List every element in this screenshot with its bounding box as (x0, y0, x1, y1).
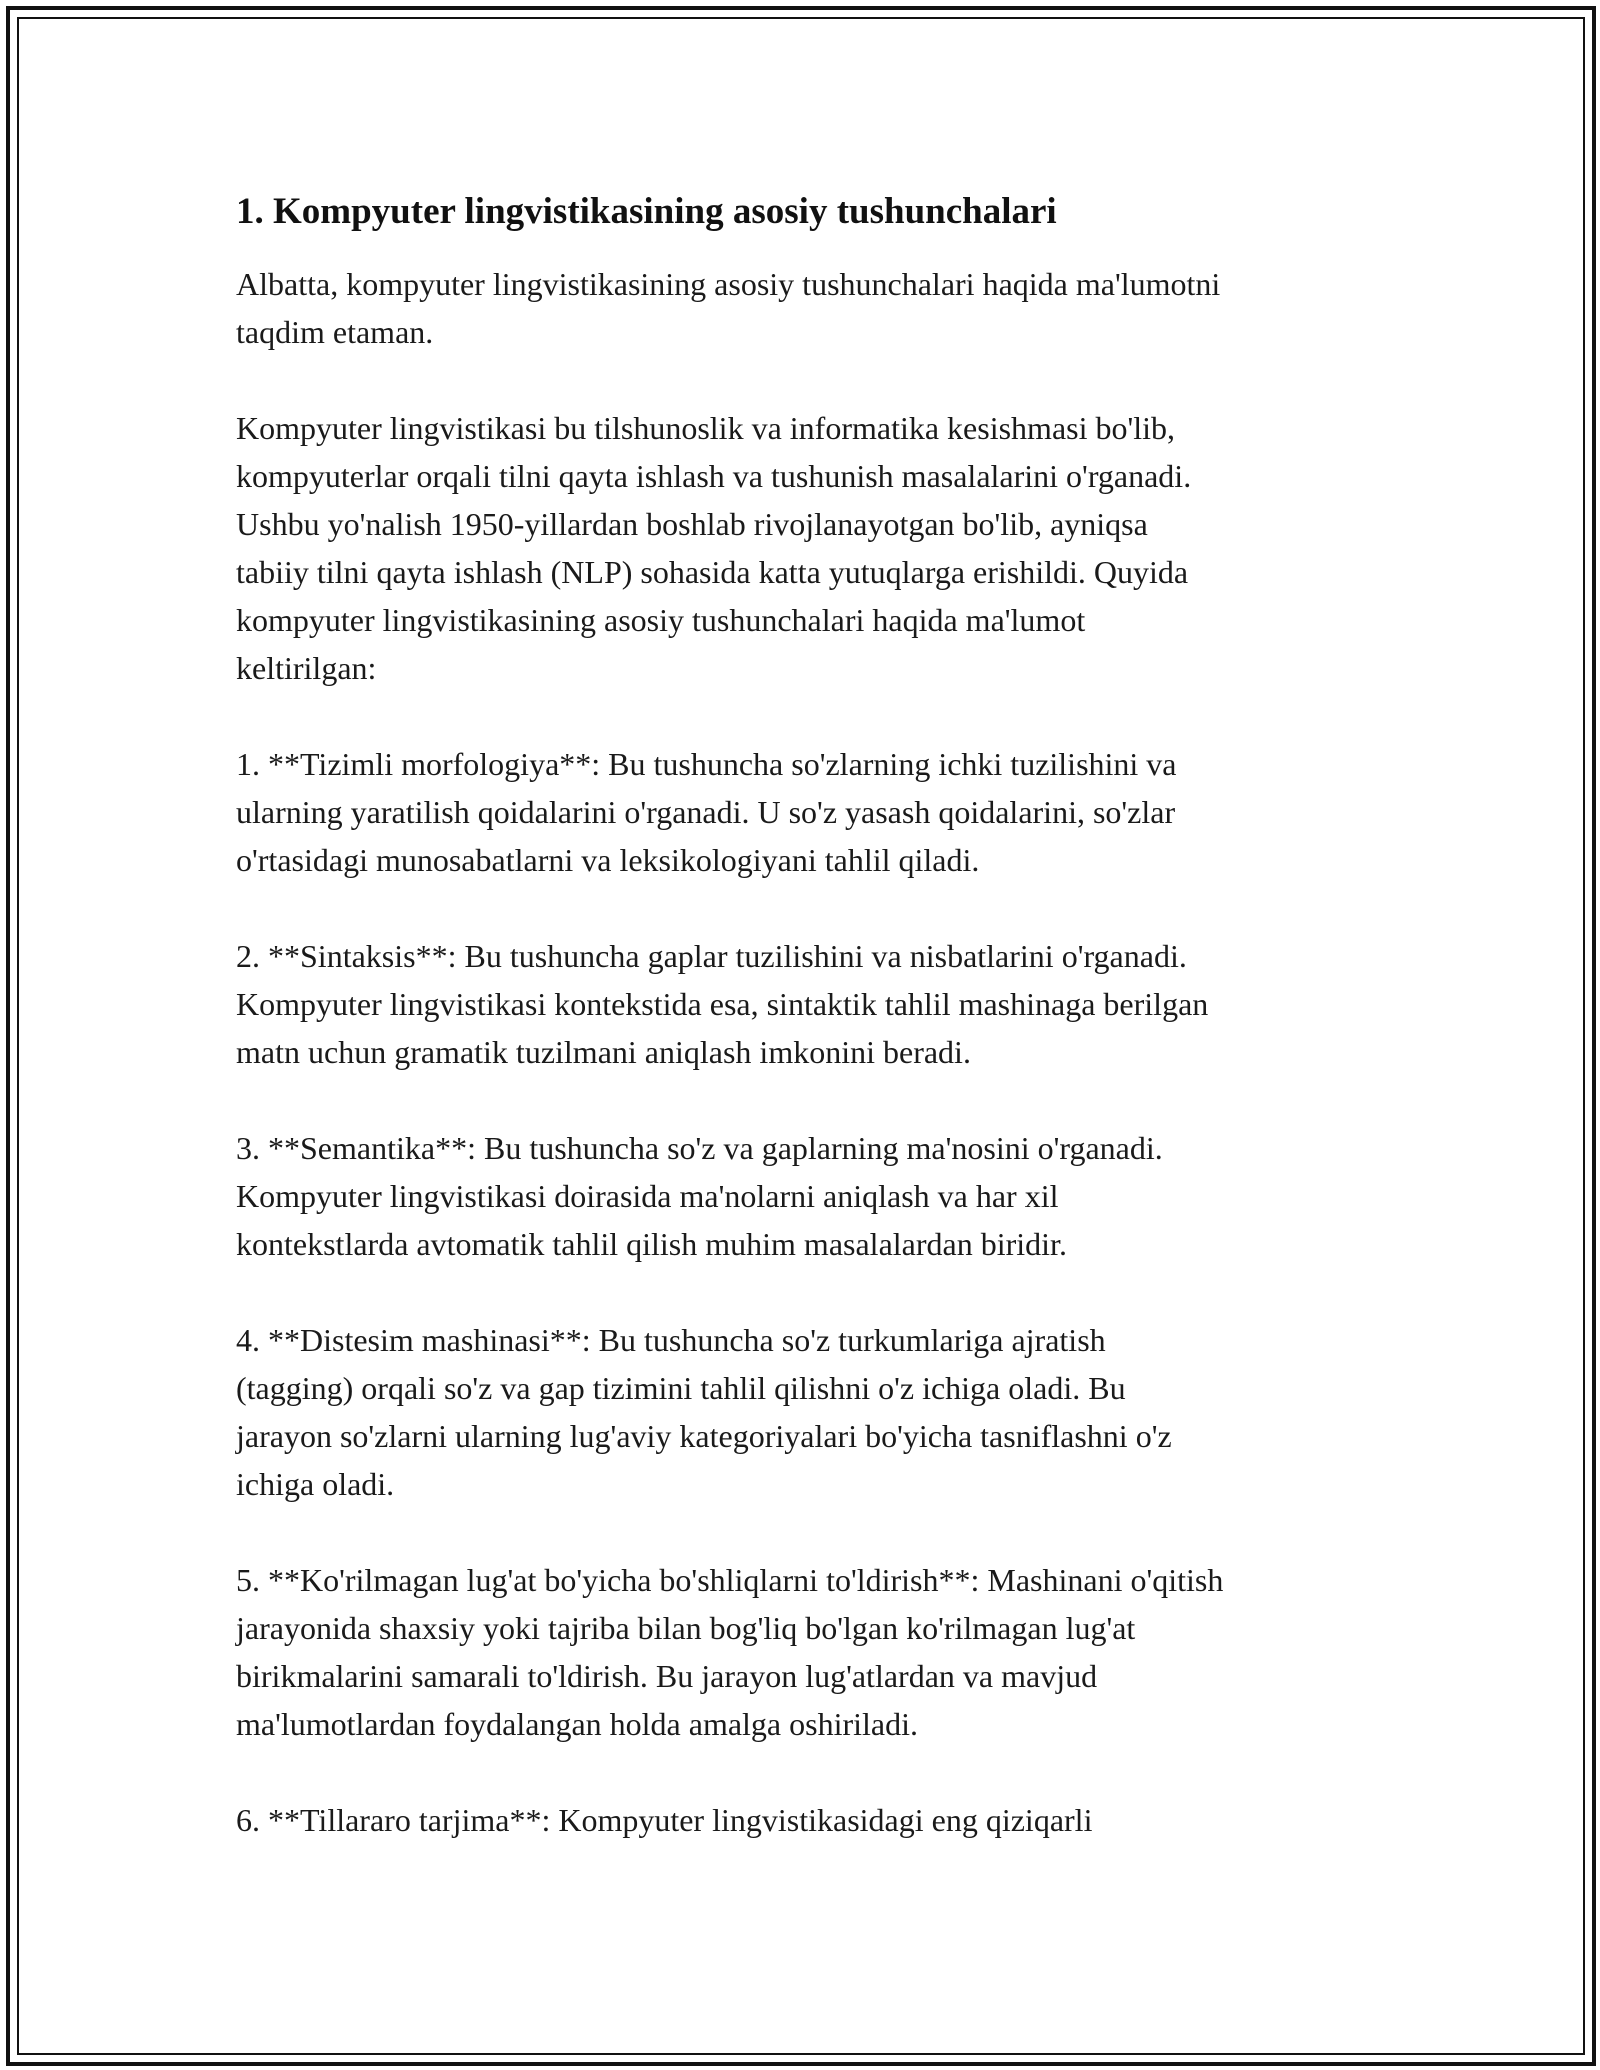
list-item-syntax: 2. **Sintaksis**: Bu tushuncha gaplar tuzilishini va nisbatlarini o'rganadi. Kompyuter lingvistikasi kontekstida esa, sintaktik tahlil mashinaga berilgan matn uchun gramatik tuzilmani aniqlash imkonini beradi. (236, 938, 1209, 1070)
list-item-morphology: 1. **Tizimli morfologiya**: Bu tushuncha so'zlarning ichki tuzilishini va ularning yaratilish qoidalarini o'rganadi. U so'z yasash qoidalarini, so'zlar o'rtasidagi munosabatlarni va leksikologiyani tahlil qiladi. (236, 746, 1177, 878)
list-item-translation: 6. **Tillararo tarjima**: Kompyuter lingvistikasidagi eng qiziqarli (236, 1802, 1093, 1838)
intro-paragraph: Albatta, kompyuter lingvistikasining asosiy tushunchalari haqida ma'lumotni taqdim etaman. (236, 266, 1221, 350)
list-item-semantics: 3. **Semantika**: Bu tushuncha so'z va gaplarning ma'nosini o'rganadi. Kompyuter lingvistikasi doirasida ma'nolarni aniqlash va har xil kontekstlarda avtomatik tahlil qilish muhim masalalardan biridir. (236, 1130, 1163, 1262)
list-item-vocabulary-gaps: 5. **Ko'rilmagan lug'at bo'yicha bo'shliqlarni to'ldirish**: Mashinani o'qitish jarayonida shaxsiy yoki tajriba bilan bog'liq bo'lgan ko'rilmagan lug'at birikmalarini samarali to'ldirish. Bu jarayon lug'atlardan va mavjud ma'lumotlardan foydalangan holda amalga oshiriladi. (236, 1562, 1224, 1742)
list-item-tagging: 4. **Distesim mashinasi**: Bu tushuncha so'z turkumlariga ajratish (tagging) orqali so'z va gap tizimini tahlil qilishni o'z ichiga oladi. Bu jarayon so'zlarni ularning lug'aviy kategoriyalari bo'yicha tasniflashni o'z ichiga oladi. (236, 1322, 1172, 1502)
overview-paragraph: Kompyuter lingvistikasi bu tilshunoslik va informatika kesishmasi bo'lib, kompyuterlar orqali tilni qayta ishlash va tushunish masalalarini o'rganadi. Ushbu yo'nalish 1950-yillardan boshlab rivojlanayotgan bo'lib, ayniqsa tabiiy tilni qayta ishlash (NLP) sohasida katta yutuqlarga erishildi. Quyida kompyuter lingvistikasining asosiy tushunchalari haqida ma'lumot keltirilgan: (236, 410, 1192, 686)
document-heading: 1. Kompyuter lingvistikasining asosiy tushunchalari (236, 191, 1057, 232)
document-body (236, 188, 1386, 1844)
